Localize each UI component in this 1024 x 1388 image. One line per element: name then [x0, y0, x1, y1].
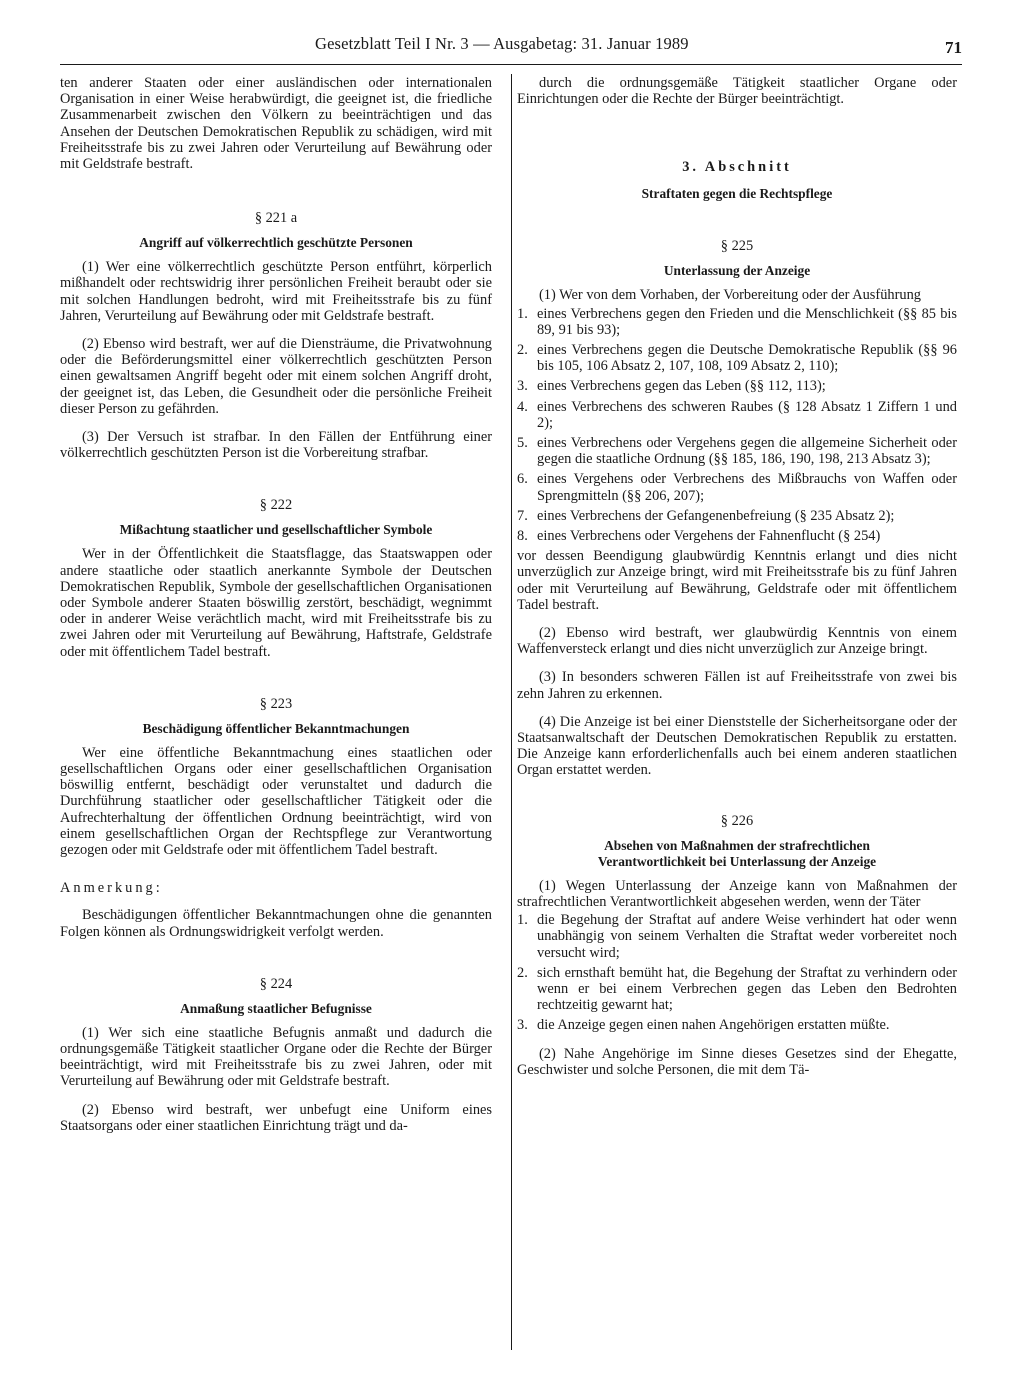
section-225-title: Unterlassung der Anzeige: [663, 263, 811, 279]
section-222-number: § 222: [259, 497, 293, 514]
list-item: 5. eines Verbrechens oder Vergehens gegen die allgemeine Sicherheit oder gegen die staatliche Ordnung (§§ 185, 186, 190, 198, 213 Absatz 3);: [517, 435, 957, 468]
column-divider: [511, 74, 512, 1350]
section-221a-title: Angriff auf völkerrechtlich geschützte Personen: [139, 235, 413, 251]
note-label: Anmerkung:: [60, 880, 163, 897]
section-224-para-2: (2) Ebenso wird bestraft, wer unbefugt eine Uniform eines Staatsorgans oder einer staatlichen Einrichtung trägt und da-: [60, 1101, 492, 1134]
section-221a-number: § 221 a: [254, 210, 298, 227]
section-226-para-2: (2) Nahe Angehörige im Sinne dieses Gesetzes sind der Ehegatte, Geschwister und solche Personen, die mit dem Tä-: [517, 1045, 957, 1078]
section-226-title: Absehen von Maßnahmen der strafrechtlichen Verantwortlichkeit bei Unterlassung der Anzeige: [597, 837, 877, 869]
note-text: Beschädigungen öffentlicher Bekanntmachungen ohne die genannten Folgen können als Ordnungswidrigkeit verfolgt werden.: [60, 907, 492, 940]
list-item: 1. eines Verbrechens gegen den Frieden und die Menschlichkeit (§§ 85 bis 89, 91 bis 93);: [517, 305, 957, 338]
list-item: 2. eines Verbrechens gegen die Deutsche Demokratische Republik (§§ 96 bis 105, 106 Absatz 2, 107, 108, 109 Absatz 2, 110);: [517, 342, 957, 375]
section-223-number: § 223: [259, 695, 293, 712]
section-225-list: [517, 306, 957, 545]
page-number: 71: [945, 38, 962, 57]
section-224-para-1: (1) Wer sich eine staatliche Befugnis anmaßt und dadurch die ordnungsgemäße Tätigkeit staatlicher Organe oder die Rechte der Bürger beeinträchtigt, wird mit Freiheitsstrafe bis zu zwei Jahren, oder mit Verurteilung auf Bewährung oder mit Geldstrafe bestraft.: [60, 1024, 492, 1090]
section-224-title: Anmaßung staatlicher Befugnisse: [180, 1000, 372, 1016]
section-222-title: Mißachtung staatlicher und gesellschaftlicher Symbole: [119, 522, 433, 538]
list-item: 1. die Begehung der Straftat auf andere Weise verhindert hat oder wenn unabhängig von seinem Verhalten die Straftat weder vorbereitet noch versucht wird;: [517, 912, 957, 961]
section-226-number: § 226: [720, 812, 754, 829]
section-226-list: [517, 912, 957, 1033]
chapter-label-text: 3. Abschnitt: [682, 159, 792, 176]
list-item: 6. eines Vergehens oder Verbrechens des Mißbrauchs von Waffen oder Sprengmitteln (§§ 206, 207);: [517, 471, 957, 504]
left-intro-paragraph: ten anderer Staaten oder einer ausländischen oder internationalen Organisation in einer Weise herabwürdigt, die geeignet ist, die friedliche Zusammenarbeit zwischen den Völkern zu beeinträchtigen und das Ansehen der Deutschen Demokratischen Republik zu schädigen, wird mit Freiheitsstrafe bis zu zwei Jahren oder Verurteilung auf Bewährung oder mit Geldstrafe bestraft.: [60, 75, 492, 173]
list-item: 2. sich ernsthaft bemüht hat, die Begehung der Straftat zu verhindern oder wenn er bei einem Verbrechen gegen das Leben den Bedrohten rechtzeitig gewarnt hat;: [517, 964, 957, 1014]
section-225-para-2: (2) Ebenso wird bestraft, wer glaubwürdig Kenntnis von einem Waffenversteck erlangt und dies nicht unverzüglich zur Anzeige bringt.: [517, 625, 957, 658]
section-222-para-1: Wer in der Öffentlichkeit die Staatsflagge, das Staatswappen oder andere staatliche oder staatlich anerkannte Symbole der Deutschen Demokratischen Republik, Symbole der gesellschaftlichen Organisationen oder Symbole anderer Staaten böswillig zerstört, beschädigt, wegnimmt oder in anderer Weise verächtlich macht, wird mit Freiheitsstrafe bis zu zwei Jahren oder mit Verurteilung auf Bewährung, Haftstrafe, Geldstrafe oder mit öffentlichem Tadel bestraft.: [60, 546, 492, 660]
right-intro-paragraph: durch die ordnungsgemäße Tätigkeit staatlicher Organe oder Einrichtungen oder die Rechte der Bürger beeinträchtigt.: [517, 75, 957, 108]
section-221a-para-3: (3) Der Versuch ist strafbar. In den Fällen der Entführung einer völkerrechtlich geschützten Person ist die Vorbereitung strafbar.: [60, 429, 492, 462]
section-223-title: Beschädigung öffentlicher Bekanntmachungen: [142, 720, 410, 736]
section-226-para-1: (1) Wegen Unterlassung der Anzeige kann von Maßnahmen der strafrechtlichen Verantwortlichkeit abgesehen werden, wenn der Täter: [517, 877, 957, 910]
section-221a-para-1: (1) Wer eine völkerrechtlich geschützte Person entführt, körperlich mißhandelt oder rechtswidrig ihrer persönlichen Freiheit beraubt oder sie mit solchen Handlungen bedroht, wird mit Freiheitsstrafe bis zu fünf Jahren, Verurteilung auf Bewährung oder mit Geldstrafe bestraft.: [60, 259, 492, 324]
left-column: [60, 75, 492, 1134]
list-item: 3. eines Verbrechens gegen das Leben (§§ 112, 113);: [517, 378, 826, 395]
list-item: 8. eines Verbrechens oder Vergehens der Fahnenflucht (§ 254): [517, 528, 881, 545]
chapter-title: Straftaten gegen die Rechtspflege: [641, 186, 833, 202]
right-column: [517, 75, 957, 1078]
list-item: 4. eines Verbrechens des schweren Raubes (§ 128 Absatz 1 Ziffern 1 und 2);: [517, 398, 957, 431]
section-225-para-4: (4) Die Anzeige ist bei einer Dienststelle der Sicherheitsorgane oder der Staatsanwaltschaft der Deutschen Demokratischen Republik zu erstatten. Die Anzeige kann erforderlichenfalls auch bei einem anderen staatlichen Organ erstattet werden.: [517, 713, 957, 779]
section-225-number: § 225: [720, 238, 754, 255]
list-item: 3. die Anzeige gegen einen nahen Angehörigen erstatten müßte.: [517, 1017, 890, 1034]
section-225-para-3: (3) In besonders schweren Fällen ist auf Freiheitsstrafe von zwei bis zehn Jahren zu erkennen.: [517, 669, 957, 702]
list-item: 7. eines Verbrechens der Gefangenenbefreiung (§ 235 Absatz 2);: [517, 507, 895, 524]
section-225-para-1: (1) Wer von dem Vorhaben, der Vorbereitung oder der Ausführung: [539, 287, 921, 304]
section-225-para-1-continued: vor dessen Beendigung glaubwürdig Kenntnis erlangt und dies nicht unverzüglich zur Anzeige bringt, wird mit Freiheitsstrafe bis zu fünf Jahren oder mit Verurteilung auf Bewährung, Geldstrafe oder mit öffentlichem Tadel bestraft.: [517, 548, 957, 613]
chapter-label: [517, 159, 957, 176]
section-221a-para-2: (2) Ebenso wird bestraft, wer auf die Diensträume, die Privatwohnung oder die Beförderungsmittel einer völkerrechtlich geschützten Person einen gewaltsamen Angriff begeht oder mit einem solchen Angriff droht, der geeignet ist, das Leben, die Gesundheit oder die persönliche Freiheit dieser Person zu gefährden.: [60, 336, 492, 417]
header-title: Gesetzblatt Teil I Nr. 3 — Ausgabetag: 31. Januar 1989: [315, 34, 689, 53]
section-223-para-1: Wer eine öffentliche Bekanntmachung eines staatlichen oder gesellschaftlichen Organs oder einer gesellschaftlichen Organisation böswillig entfernt, beschädigt oder verunstaltet und dadurch die Durchführung staatlicher oder gesellschaftlicher Tätigkeit oder die Aufrechterhaltung der öffentlichen Ordnung beeinträchtigt, wird von einem gesellschaftlichen Organ der Rechtspflege zur Verantwortung gezogen oder mit Geldstrafe oder mit öffentlichem Tadel bestraft.: [60, 744, 492, 859]
page-header: [60, 34, 962, 65]
section-224-number: § 224: [259, 975, 293, 992]
